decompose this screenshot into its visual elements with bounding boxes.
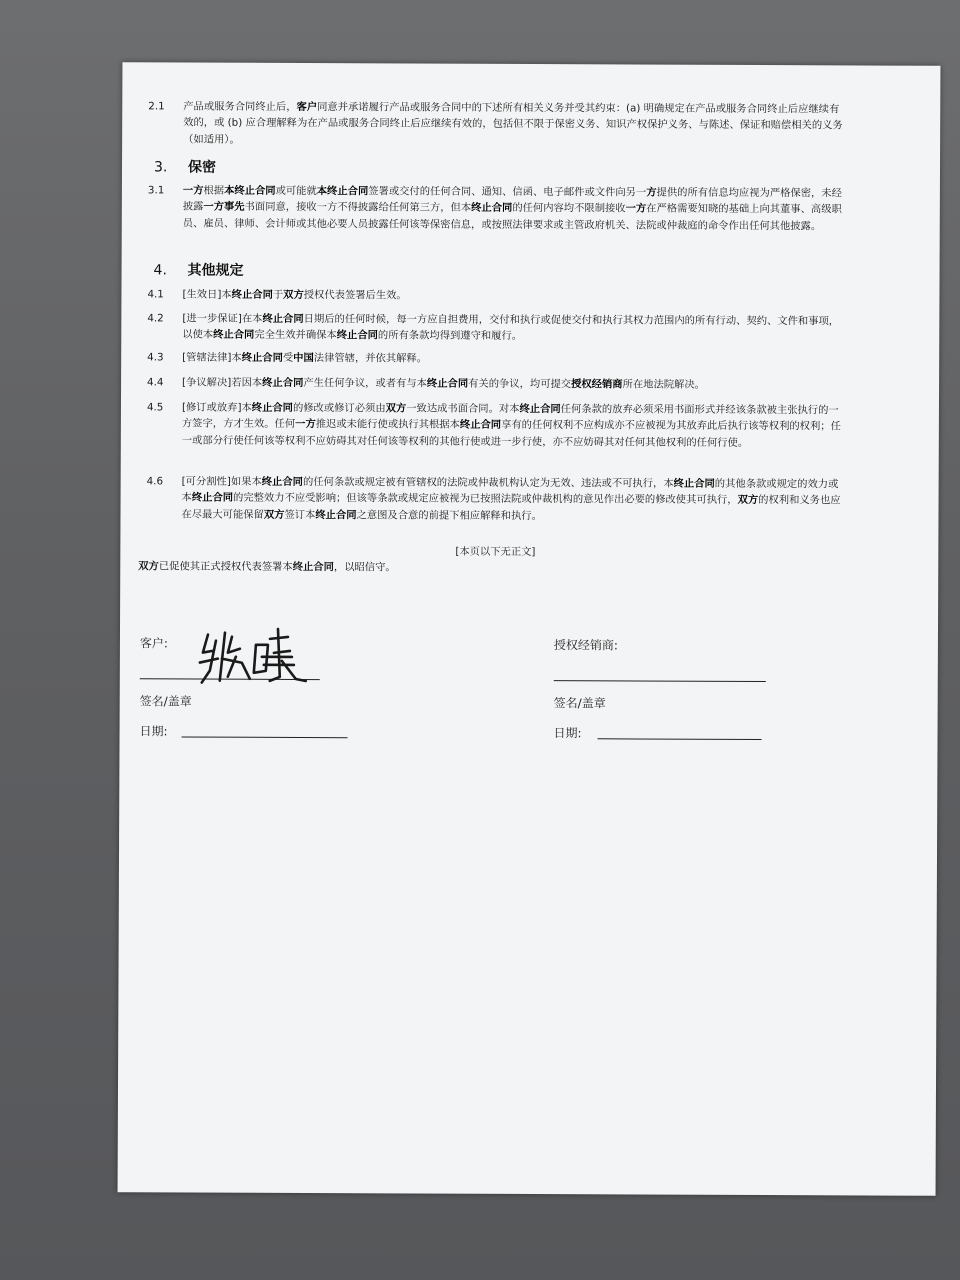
clause-text: [争议解决]若因本终止合同产生任何争议，或者有与本终止合同有关的争议，均可提交授权经销商所在地法院解决。 <box>182 376 705 391</box>
section-3-heading: 3. 保密 <box>153 159 217 176</box>
dealer-date-label: 日期: <box>553 726 582 741</box>
customer-label: 客户: <box>139 636 169 651</box>
clause-number: 4.6 <box>146 475 164 488</box>
bleed-through-text <box>149 778 909 781</box>
clause-2-1 <box>148 98 848 150</box>
handwritten-signature <box>170 622 320 693</box>
clause-number: 3.1 <box>147 184 165 197</box>
dealer-date-line <box>598 738 762 740</box>
dealer-sign-stamp-label: 签名/盖章 <box>553 696 606 711</box>
clause-text: [修订或放弃]本终止合同的修改或修订必须由双方一致达成书面合同。对本终止合同任何条款的放弃必须采用书面形式并经该条款被主张执行的一方签字，方才生效。任何一方推迟或未能行使或执行其根据本终止合同享有的任何权利不应构成亦不应被视为其放弃此后执行该等权利的权利；任一或部分行使任何该等权利不应妨碍其对任何该等权利的其他行使或进一步行使，亦不应妨碍其对任何其他权利的任何行使。 <box>181 401 841 449</box>
clause-number: 2.1 <box>148 100 165 113</box>
customer-date-label: 日期: <box>139 724 168 739</box>
clause-text: 产品或服务合同终止后，客户同意并承诺履行产品或服务合同中的下述所有相关义务并受其约束：(a) 明确规定在产品或服务合同终止后应继续有效的，或 (b) 应合理解释为在产品或服务合同终止后应继续有效的，包括但不限于保密义务、知识产权保护义务、与陈述、保证和赔偿相关的义务（如适用）。 <box>183 100 843 146</box>
section-4-heading: 4. 其他规定 <box>153 262 244 279</box>
clause-text: 一方根据本终止合同或可能就本终止合同签署或交付的任何合同、通知、信函、电子邮件或文件向另一方提供的所有信息均应视为严格保密，未经披露一方事先书面同意，接收一方不得披露给任何第三方，但本终止合同的任何内容均不限制接收一方在严格需要知晓的基础上向其董事、高级职员、雇员、律师、会计师或其他必要人员披露任何该等保密信息，或按照法律要求或主管政府机关、法院或仲裁庭的命令作出任何其他披露。 <box>182 184 842 233</box>
clause-number: 4.2 <box>147 312 164 325</box>
clause-number: 4.1 <box>147 288 164 301</box>
clause-4-4 <box>147 374 847 393</box>
no-more-text-note: [本页以下无正文] <box>455 545 536 559</box>
clause-4-2 <box>147 310 847 346</box>
closing-statement: 双方已促使其正式授权代表签署本终止合同，以昭信守。 <box>138 560 396 574</box>
clause-4-1 <box>147 286 847 305</box>
clause-number: 4.3 <box>147 351 164 364</box>
clause-4-5 <box>147 399 847 451</box>
clause-number: 4.4 <box>147 376 164 389</box>
customer-sign-stamp-label: 签名/盖章 <box>139 694 192 709</box>
clause-3-1 <box>148 182 848 234</box>
clause-4-3 <box>147 349 847 368</box>
dealer-signature-line <box>554 680 766 682</box>
document-page <box>118 62 941 1196</box>
dealer-label: 授权经销商: <box>553 638 619 653</box>
clause-number: 4.5 <box>146 401 164 414</box>
clause-text: [管辖法律]本终止合同受中国法律管辖，并依其解释。 <box>182 351 428 365</box>
clause-4-6 <box>146 473 846 525</box>
clause-text: [可分割性]如果本终止合同的任何条款或规定被有管辖权的法院或仲裁机构认定为无效、违法或不可执行，本终止合同的其他条款或规定的效力或本终止合同的完整效力不应受影响；但该等条款或规定应被视为已按照法院或仲裁机构的意见作出必要的修改使其可执行，双方的权利和义务也应在尽最大可能保留双方签订本终止合同之意图及合意的前提下相应解释和执行。 <box>181 475 841 522</box>
clause-text: [进一步保证]在本终止合同日期后的任何时候，每一方应自担费用，交付和执行或促使交付和执行其权力范围内的所有行动、契约、文件和事项，以使本终止合同完全生效并确保本终止合同的所有条款均得到遵守和履行。 <box>182 312 840 343</box>
clause-text: [生效日]本终止合同于双方授权代表签署后生效。 <box>182 288 407 302</box>
customer-date-line <box>182 736 348 738</box>
